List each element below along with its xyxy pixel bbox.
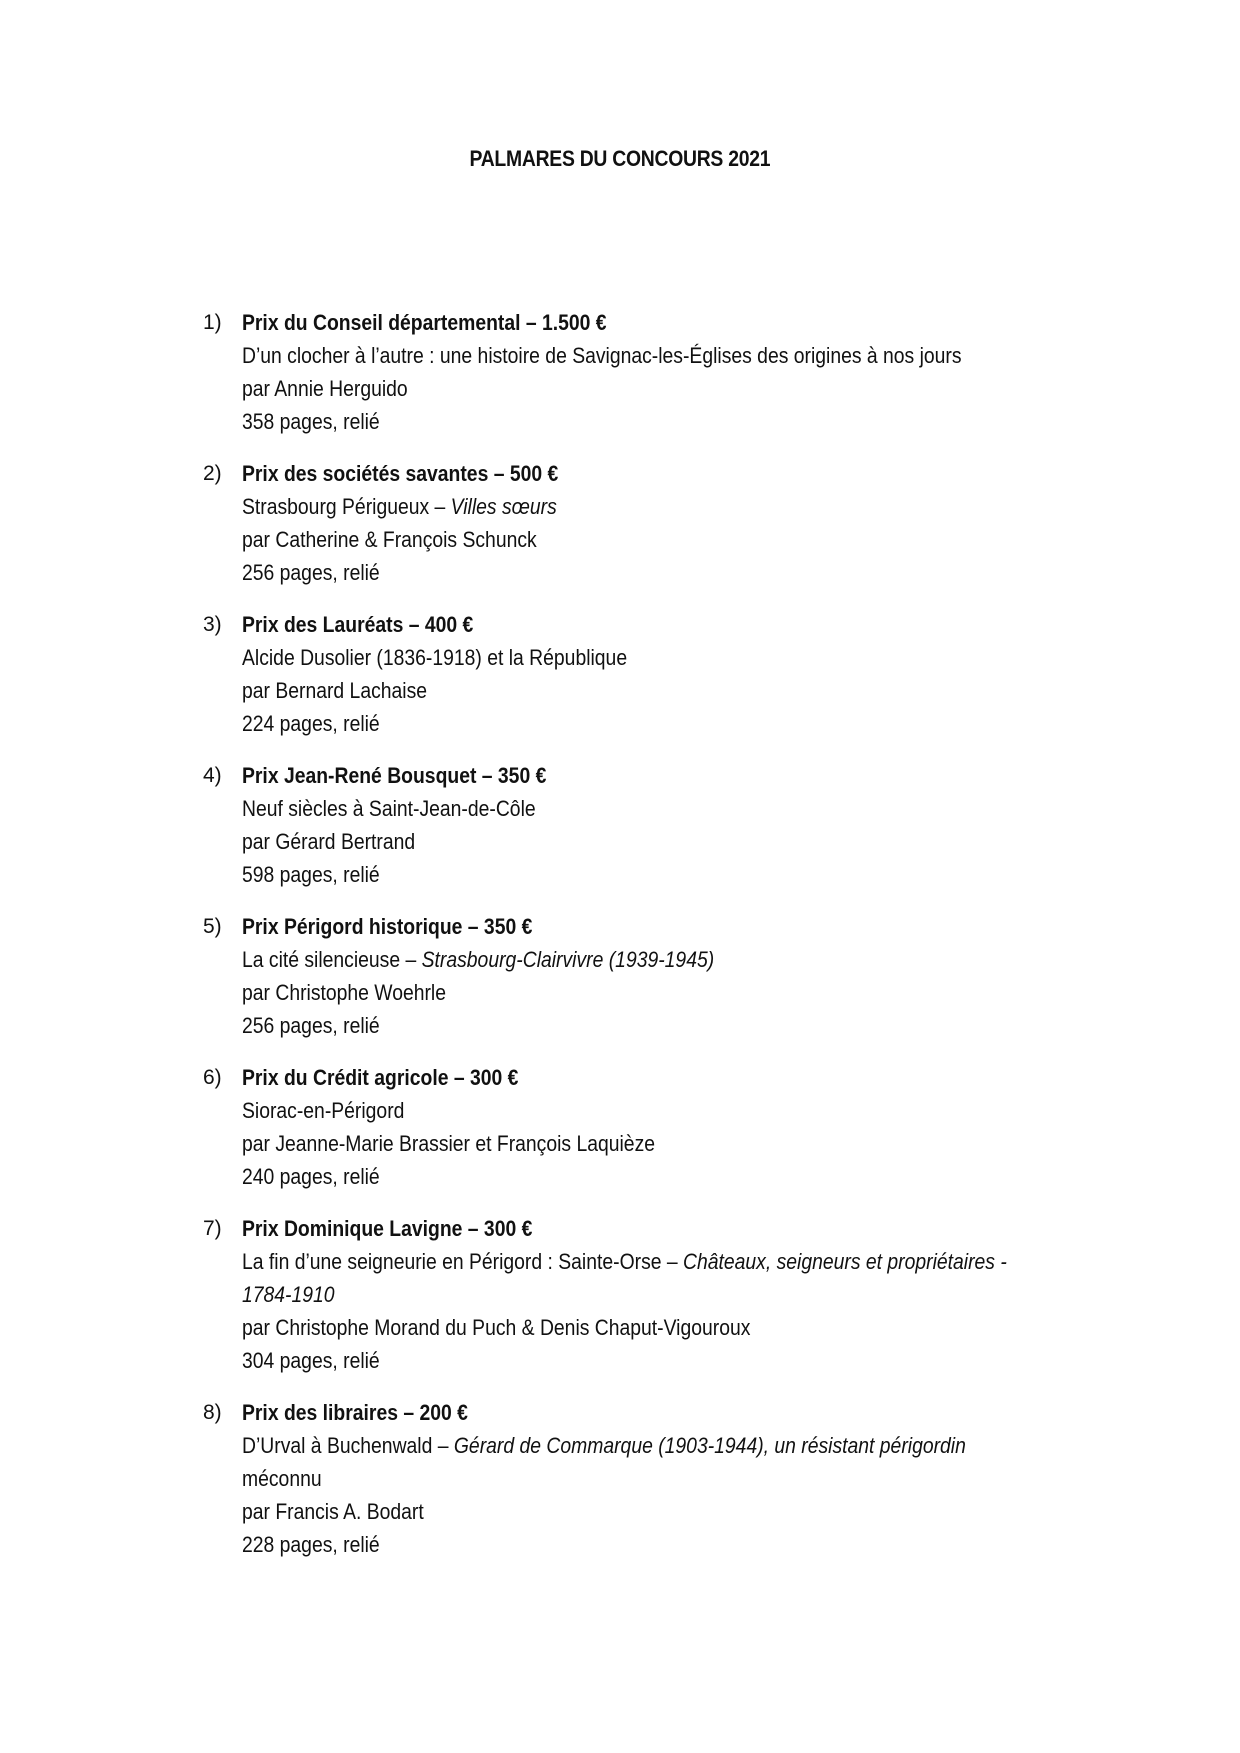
book-author: par Gérard Bertrand xyxy=(242,829,416,854)
book-title-italic: Villes sœurs xyxy=(450,494,557,519)
book-title-line xyxy=(242,1462,1102,1495)
book-author: par Annie Herguido xyxy=(242,376,408,401)
award-entry xyxy=(0,1212,1240,1377)
book-details: 256 pages, relié xyxy=(242,1013,380,1038)
award-entry xyxy=(0,1396,1240,1561)
book-details: 304 pages, relié xyxy=(242,1348,380,1373)
entry-number: 4) xyxy=(203,764,222,787)
book-title-line xyxy=(242,943,1102,976)
book-author: par Francis A. Bodart xyxy=(242,1499,424,1524)
book-details: 358 pages, relié xyxy=(242,409,380,434)
entry-number: 6) xyxy=(203,1066,222,1089)
book-title-italic: Gérard de Commarque (1903-1944), un résistant périgordin xyxy=(453,1433,966,1458)
book-author: par Christophe Woehrle xyxy=(242,980,447,1005)
book-title-plain: Siorac-en-Périgord xyxy=(242,1098,405,1123)
award-entry xyxy=(0,759,1240,891)
book-title-plain: méconnu xyxy=(242,1466,322,1491)
entry-number: 7) xyxy=(203,1217,222,1240)
book-title-line xyxy=(242,641,1102,674)
entry-number: 1) xyxy=(203,311,222,334)
book-title-italic: Strasbourg-Clairvivre (1939-1945) xyxy=(421,947,715,972)
book-title-line xyxy=(242,339,1102,372)
book-title-plain: La fin d’une seigneurie en Périgord : Sainte-Orse – xyxy=(242,1249,684,1274)
book-title-plain: Strasbourg Périgueux – xyxy=(242,494,451,519)
prize-heading: Prix du Conseil départemental – 1.500 € xyxy=(242,310,607,335)
award-entry xyxy=(0,910,1240,1042)
book-title-italic: 1784-1910 xyxy=(242,1282,335,1307)
book-details: 598 pages, relié xyxy=(242,862,380,887)
book-details: 256 pages, relié xyxy=(242,560,380,585)
entry-number: 2) xyxy=(203,462,222,485)
book-title-plain: Neuf siècles à Saint-Jean-de-Côle xyxy=(242,796,536,821)
award-entry xyxy=(0,306,1240,438)
award-entry xyxy=(0,1061,1240,1193)
award-entry xyxy=(0,608,1240,740)
book-author: par Christophe Morand du Puch & Denis Chaput-Vigouroux xyxy=(242,1315,751,1340)
book-title-plain: D’un clocher à l’autre : une histoire de Savignac-les-Églises des origines à nos jours xyxy=(242,343,962,368)
document-title xyxy=(0,146,1240,172)
book-title-plain: Alcide Dusolier (1836-1918) et la République xyxy=(242,645,628,670)
book-title-plain: La cité silencieuse – xyxy=(242,947,422,972)
award-entry xyxy=(0,457,1240,589)
book-details: 224 pages, relié xyxy=(242,711,380,736)
book-details: 228 pages, relié xyxy=(242,1532,380,1557)
book-title-plain: D’Urval à Buchenwald – xyxy=(242,1433,454,1458)
entry-number: 3) xyxy=(203,613,222,636)
book-author: par Jeanne-Marie Brassier et François Laquièze xyxy=(242,1131,656,1156)
book-title-line xyxy=(242,490,1102,523)
entry-number: 5) xyxy=(203,915,222,938)
book-author: par Bernard Lachaise xyxy=(242,678,428,703)
prize-heading: Prix Dominique Lavigne – 300 € xyxy=(242,1216,533,1241)
book-details: 240 pages, relié xyxy=(242,1164,380,1189)
book-title-line xyxy=(242,792,1102,825)
prize-heading: Prix des sociétés savantes – 500 € xyxy=(242,461,559,486)
book-title-line xyxy=(242,1278,1102,1311)
prize-heading: Prix des libraires – 200 € xyxy=(242,1400,468,1425)
prize-heading: Prix du Crédit agricole – 300 € xyxy=(242,1065,519,1090)
book-title-line xyxy=(242,1245,1102,1278)
entry-number: 8) xyxy=(203,1401,222,1424)
book-title-italic: Châteaux, seigneurs et propriétaires - xyxy=(683,1249,1007,1274)
book-title-line xyxy=(242,1094,1102,1127)
prize-heading: Prix Périgord historique – 350 € xyxy=(242,914,533,939)
book-author: par Catherine & François Schunck xyxy=(242,527,537,552)
prize-heading: Prix Jean-René Bousquet – 350 € xyxy=(242,763,547,788)
book-title-line xyxy=(242,1429,1102,1462)
award-list xyxy=(0,306,1240,1580)
prize-heading: Prix des Lauréats – 400 € xyxy=(242,612,474,637)
document-title-text: PALMARES DU CONCOURS 2021 xyxy=(469,146,771,171)
